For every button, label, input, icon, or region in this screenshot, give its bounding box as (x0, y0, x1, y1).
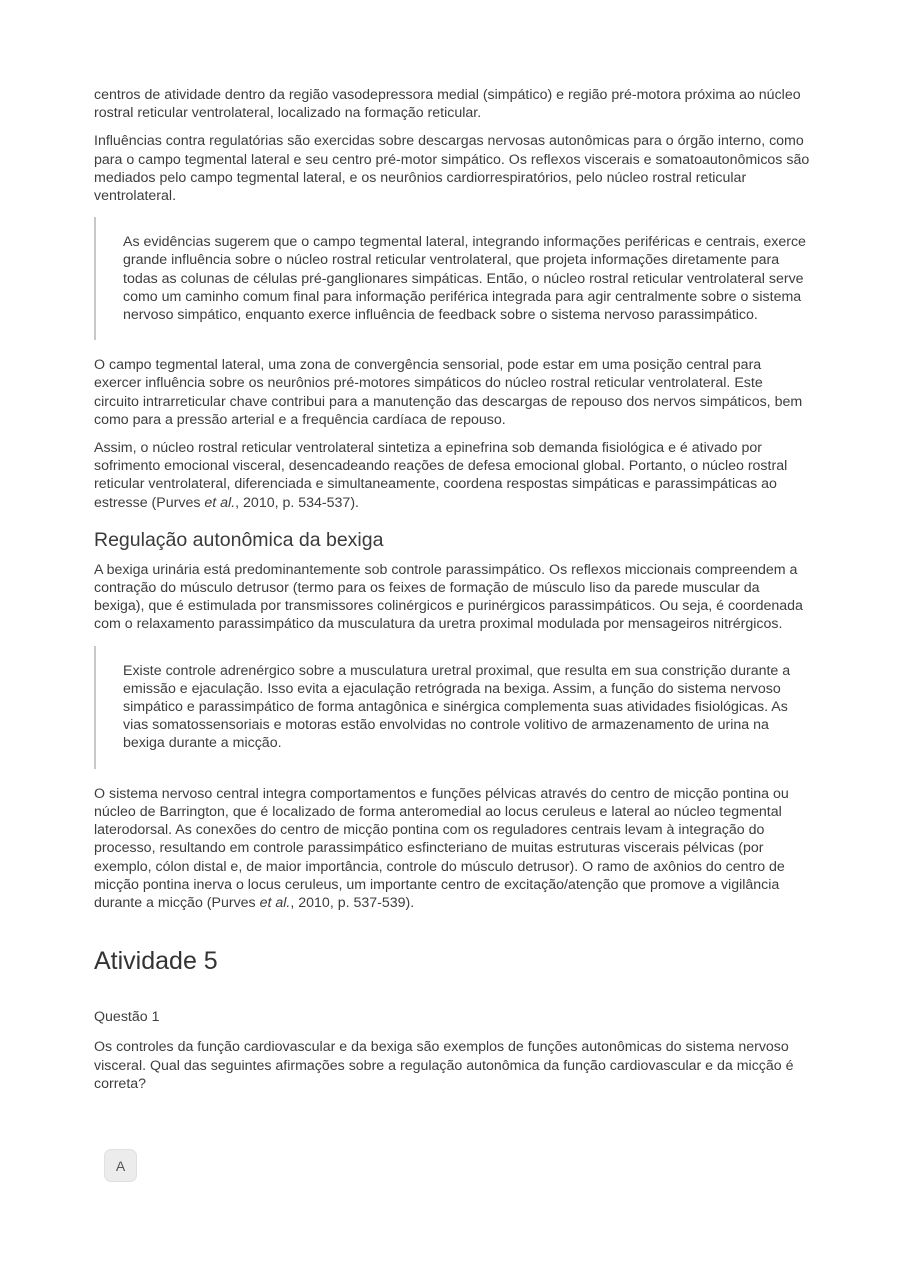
blockquote-tegmental-field (94, 217, 810, 340)
blockquote-adrenergic-control (94, 646, 810, 769)
section-heading-bladder: Regulação autonômica da bexiga (94, 528, 384, 551)
blockquote-text: As evidências sugerem que o campo tegmental lateral, integrando informações periféricas e centrais, exerce grande influência sobre o núcleo rostral reticular ventrolateral, que projeta informações diretamente para todas as colunas de células pré-ganglionares simpáticas. Então, o núcleo rostral reticular ventrolateral serve como um caminho comum final para informação periférica integrada para agir centralmente sobre o sistema nervoso simpático, enquanto exerce influência de feedback sobre o sistema nervoso parassimpático. (123, 234, 806, 324)
paragraph-text: Assim, o núcleo rostral reticular ventrolateral sintetiza a epinefrina sob demanda fisiológica e é ativado por sofrimento emocional visceral, desencadeando reações de defesa emocional global. Portanto, o núcleo rostral reticular ventrolateral, diferenciada e simultaneamente, coordena respostas simpáticas e parassimpáticas ao estresse (Purves (94, 440, 788, 511)
citation-et-al: et al. (204, 494, 236, 511)
answer-option-a-button[interactable] (104, 1149, 137, 1182)
activity-title: Atividade 5 (94, 947, 218, 976)
paragraph-counter-regulatory: Influências contra regulatórias são exercidas sobre descargas nervosas autonômicas para o órgão interno, como para o campo tegmental lateral e seu centro pré-motor simpático. Os reflexos viscerais e somatoautonômicos são mediados pelo campo tegmental lateral, e os neurônios cardiorrespiratórios, pelo núcleo rostral reticular ventrolateral. (94, 133, 810, 205)
blockquote-text: Existe controle adrenérgico sobre a musculatura uretral proximal, que resulta em sua constrição durante a emissão e ejaculação. Isso evita a ejaculação retrógrada na bexiga. Assim, a função do sistema nervoso simpático e parassimpático de forma antagônica e sinérgica complementa suas atividades fisiológicas. As vias somatossensoriais e motoras estão envolvidas no controle volitivo de armazenamento de urina na bexiga durante a micção. (123, 662, 791, 752)
paragraph-text: O sistema nervoso central integra comportamentos e funções pélvicas através do centro de micção pontina ou núcleo de Barrington, que é localizado de forma anteromedial ao locus ceruleus e lateral ao núcleo tegmental laterodorsal. As conexões do centro de micção pontina com os reguladores centrais levam à integração do processo, resultando em controle parassimpático esfincteriano de muitas estruturas viscerais pélvicas (por exemplo, cólon distal e, de maior importância, controle do músculo detrusor). O ramo de axônios do centro de micção pontina inerva o locus ceruleus, um importante centro de excitação/atenção que promove a vigilância durante a micção (Purves (94, 785, 789, 911)
document-content (94, 86, 810, 1103)
question-label: Questão 1 (94, 1009, 160, 1026)
citation-et-al: et al. (259, 894, 291, 911)
paragraph-sensory-convergence: O campo tegmental lateral, uma zona de convergência sensorial, pode estar em uma posição central para exercer influência sobre os neurônios pré-motores simpáticos do núcleo rostral reticular ventrolateral. Este circuito intrarreticular chave contribui para a manutenção das descargas de repouso dos nervos simpáticos, bem como para a pressão arterial e a frequência cardíaca de repouso. (94, 357, 803, 428)
paragraph-epinephrine (94, 439, 810, 512)
question-text: Os controles da função cardiovascular e da bexiga são exemplos de funções autonômicas do sistema nervoso visceral. Qual das seguintes afirmações sobre a regulação autonômica da função cardiovascular e da micção é correta? (94, 1039, 794, 1092)
paragraph-barrington (94, 785, 810, 912)
citation-tail: , 2010, p. 537-539). (290, 894, 415, 911)
answer-option-a-label: A (115, 1157, 126, 1174)
paragraph-bladder: A bexiga urinária está predominantemente sob controle parassimpático. Os reflexos miccionais compreendem a contração do músculo detrusor (termo para os feixes de formação de músculo liso da parede muscular da bexiga), que é estimulada por transmissores colinérgicos e purinérgicos parassimpáticos. Ou seja, é coordenada com o relaxamento parassimpático da musculatura da uretra proximal modulada por mensageiros nitrérgicos. (94, 561, 803, 633)
paragraph-vasodepressor: centros de atividade dentro da região vasodepressora medial (simpático) e região pré-motora próxima ao núcleo rostral reticular ventrolateral, localizado na formação reticular. (94, 87, 801, 122)
citation-tail: , 2010, p. 534-537). (235, 494, 359, 511)
